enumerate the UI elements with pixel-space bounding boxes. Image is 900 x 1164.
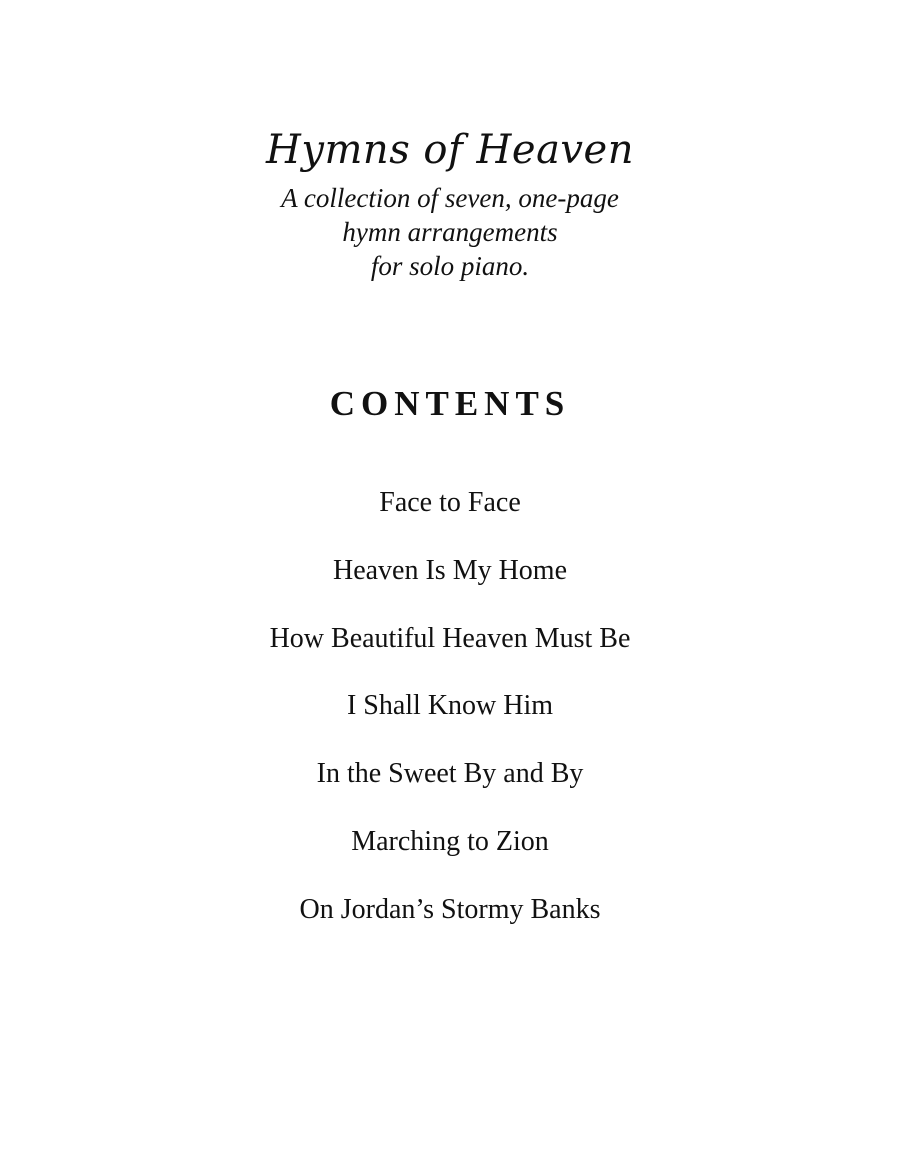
toc-item: In the Sweet By and By — [316, 758, 584, 790]
toc-item: I Shall Know Him — [346, 690, 554, 722]
toc-item: How Beautiful Heaven Must Be — [269, 622, 631, 654]
document-title: Hymns of Heaven — [266, 127, 634, 173]
document-subtitle — [0, 181, 900, 283]
contents-heading: CONTENTS — [329, 384, 571, 423]
toc-item: On Jordan’s Stormy Banks — [299, 893, 601, 925]
toc-item: Heaven Is My Home — [332, 554, 568, 586]
table-of-contents — [0, 483, 900, 958]
subtitle-line: A collection of seven, one-page — [281, 183, 619, 213]
subtitle-line: for solo piano. — [370, 251, 530, 281]
toc-item: Marching to Zion — [351, 825, 549, 857]
toc-item: Face to Face — [379, 487, 521, 518]
subtitle-line: hymn arrangements — [342, 217, 558, 247]
